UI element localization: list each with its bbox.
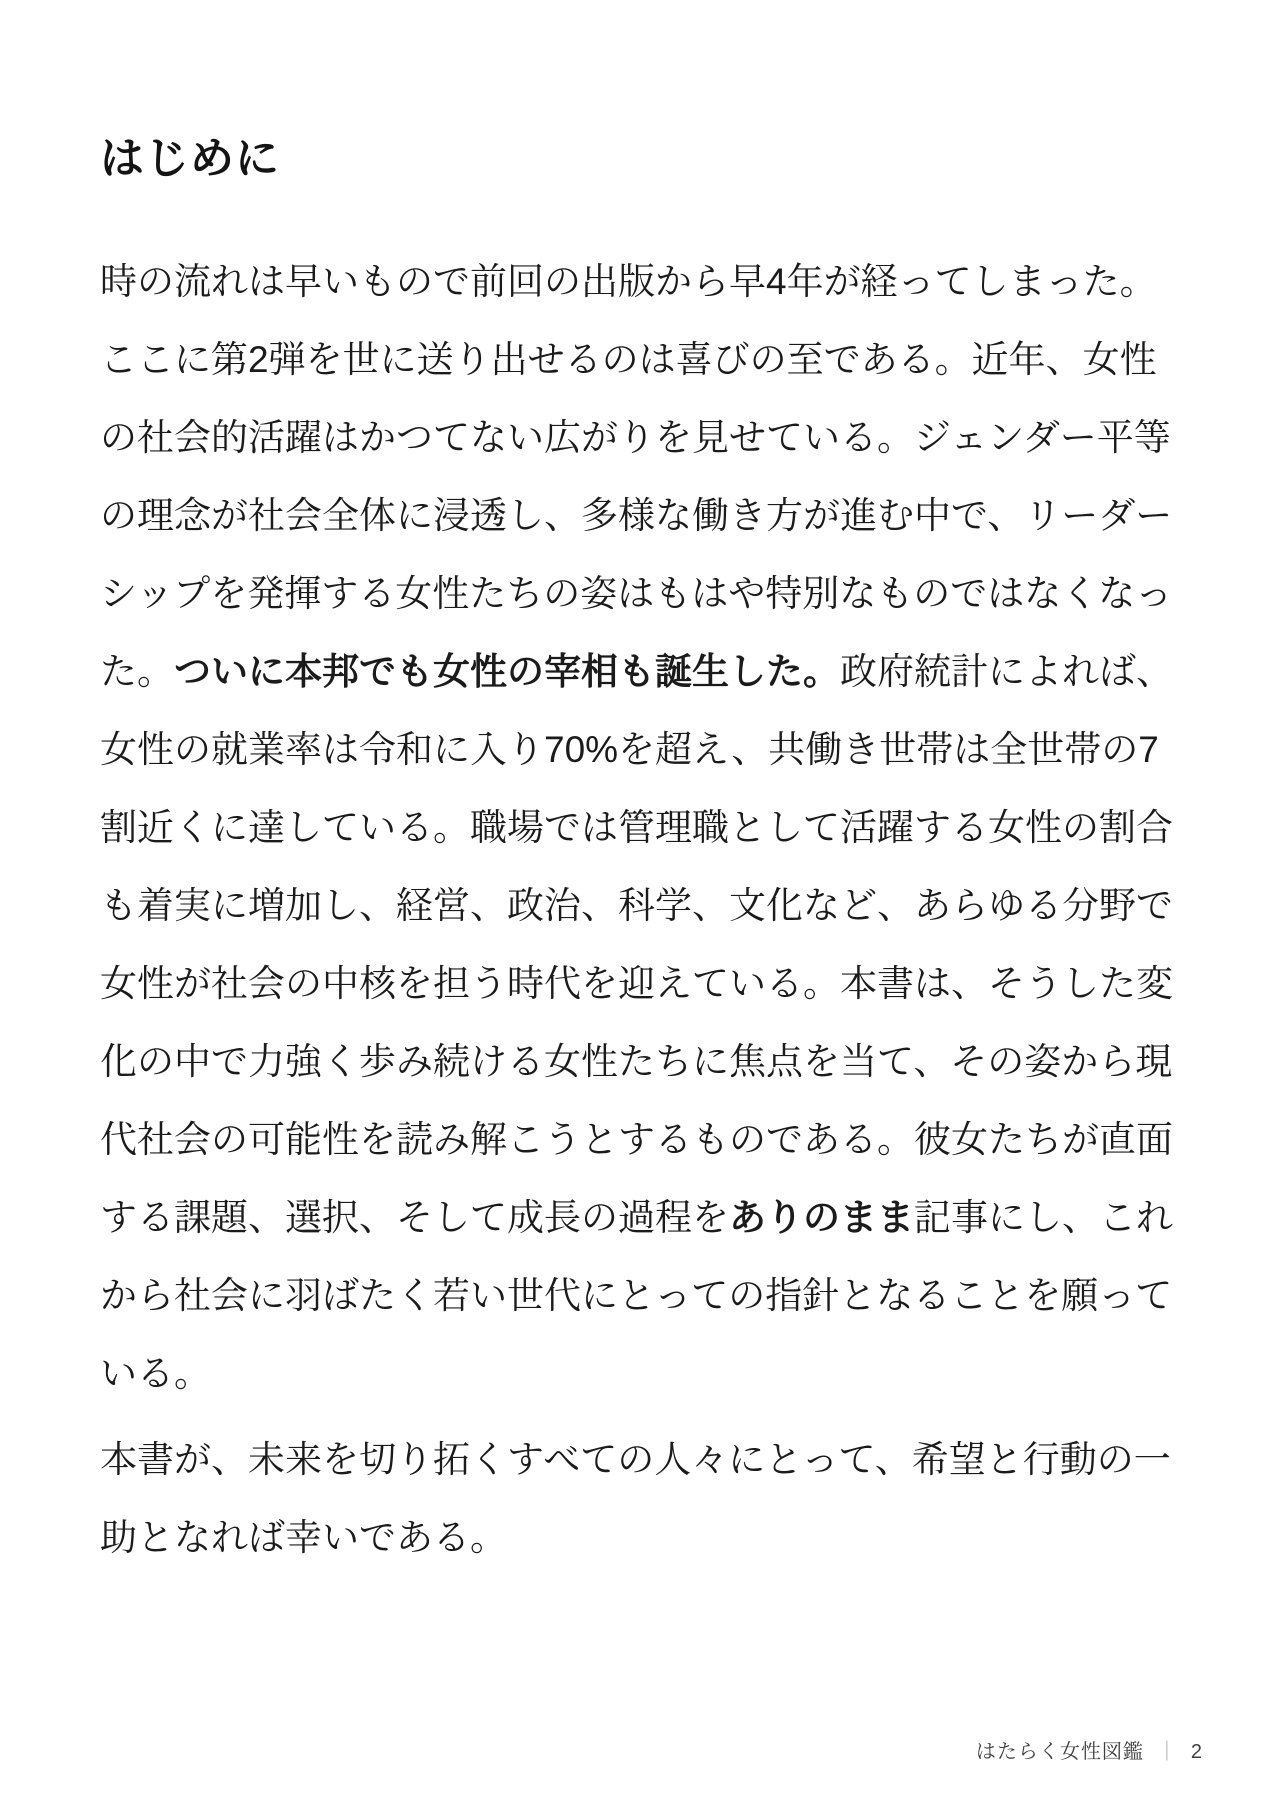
footer-separator: ｜: [1156, 1741, 1178, 1763]
page-content: [100, 133, 1175, 1577]
footer-page-number: 2: [1190, 1741, 1203, 1763]
footer-book-title: はたらく女性図鑑: [975, 1741, 1144, 1763]
paragraph: [100, 243, 1175, 1413]
paragraph: [100, 1421, 1175, 1577]
bold-text-run: ついに本邦でも女性の宰相も誕生した。: [174, 650, 840, 692]
text-run: 政府統計によれば、女性の就業率は令和に入り70%を超え、共働き世帯は全世帯の7割近くに達している。職場では管理職として活躍する女性の割合も着実に増加し、経営、政治、科学、文化など、あらゆる分野で女性が社会の中核を担う時代を迎えている。本書は、そうした変化の中で力強く歩み続ける女性たちに焦点を当て、その姿から現代社会の可能性を読み解こうとするものである。彼女たちが直面する課題、選択、そして成長の過程を: [100, 650, 1173, 1238]
page-footer: [976, 1738, 1203, 1766]
text-run: 記事にし、これから社会に羽ばたく若い世代にとっての指針となることを願っている。: [100, 1196, 1173, 1394]
text-run: 本書が、未来を切り拓くすべての人々にとって、希望と行動の一助となれば幸いである。: [100, 1438, 1171, 1558]
bold-text-run: ありのまま: [729, 1196, 914, 1238]
intro-paragraphs: [100, 243, 1175, 1577]
page-title: はじめに: [100, 134, 280, 183]
text-run: 時の流れは早いもので前回の出版から早4年が経ってしまった。ここに第2弾を世に送り出せるのは喜びの至である。近年、女性の社会的活躍はかつてない広がりを見せている。ジェンダー平等の理念が社会全体に浸透し、多様な働き方が進む中で、リーダーシップを発揮する女性たちの姿はもはや特別なものではなくなった。: [100, 260, 1173, 692]
